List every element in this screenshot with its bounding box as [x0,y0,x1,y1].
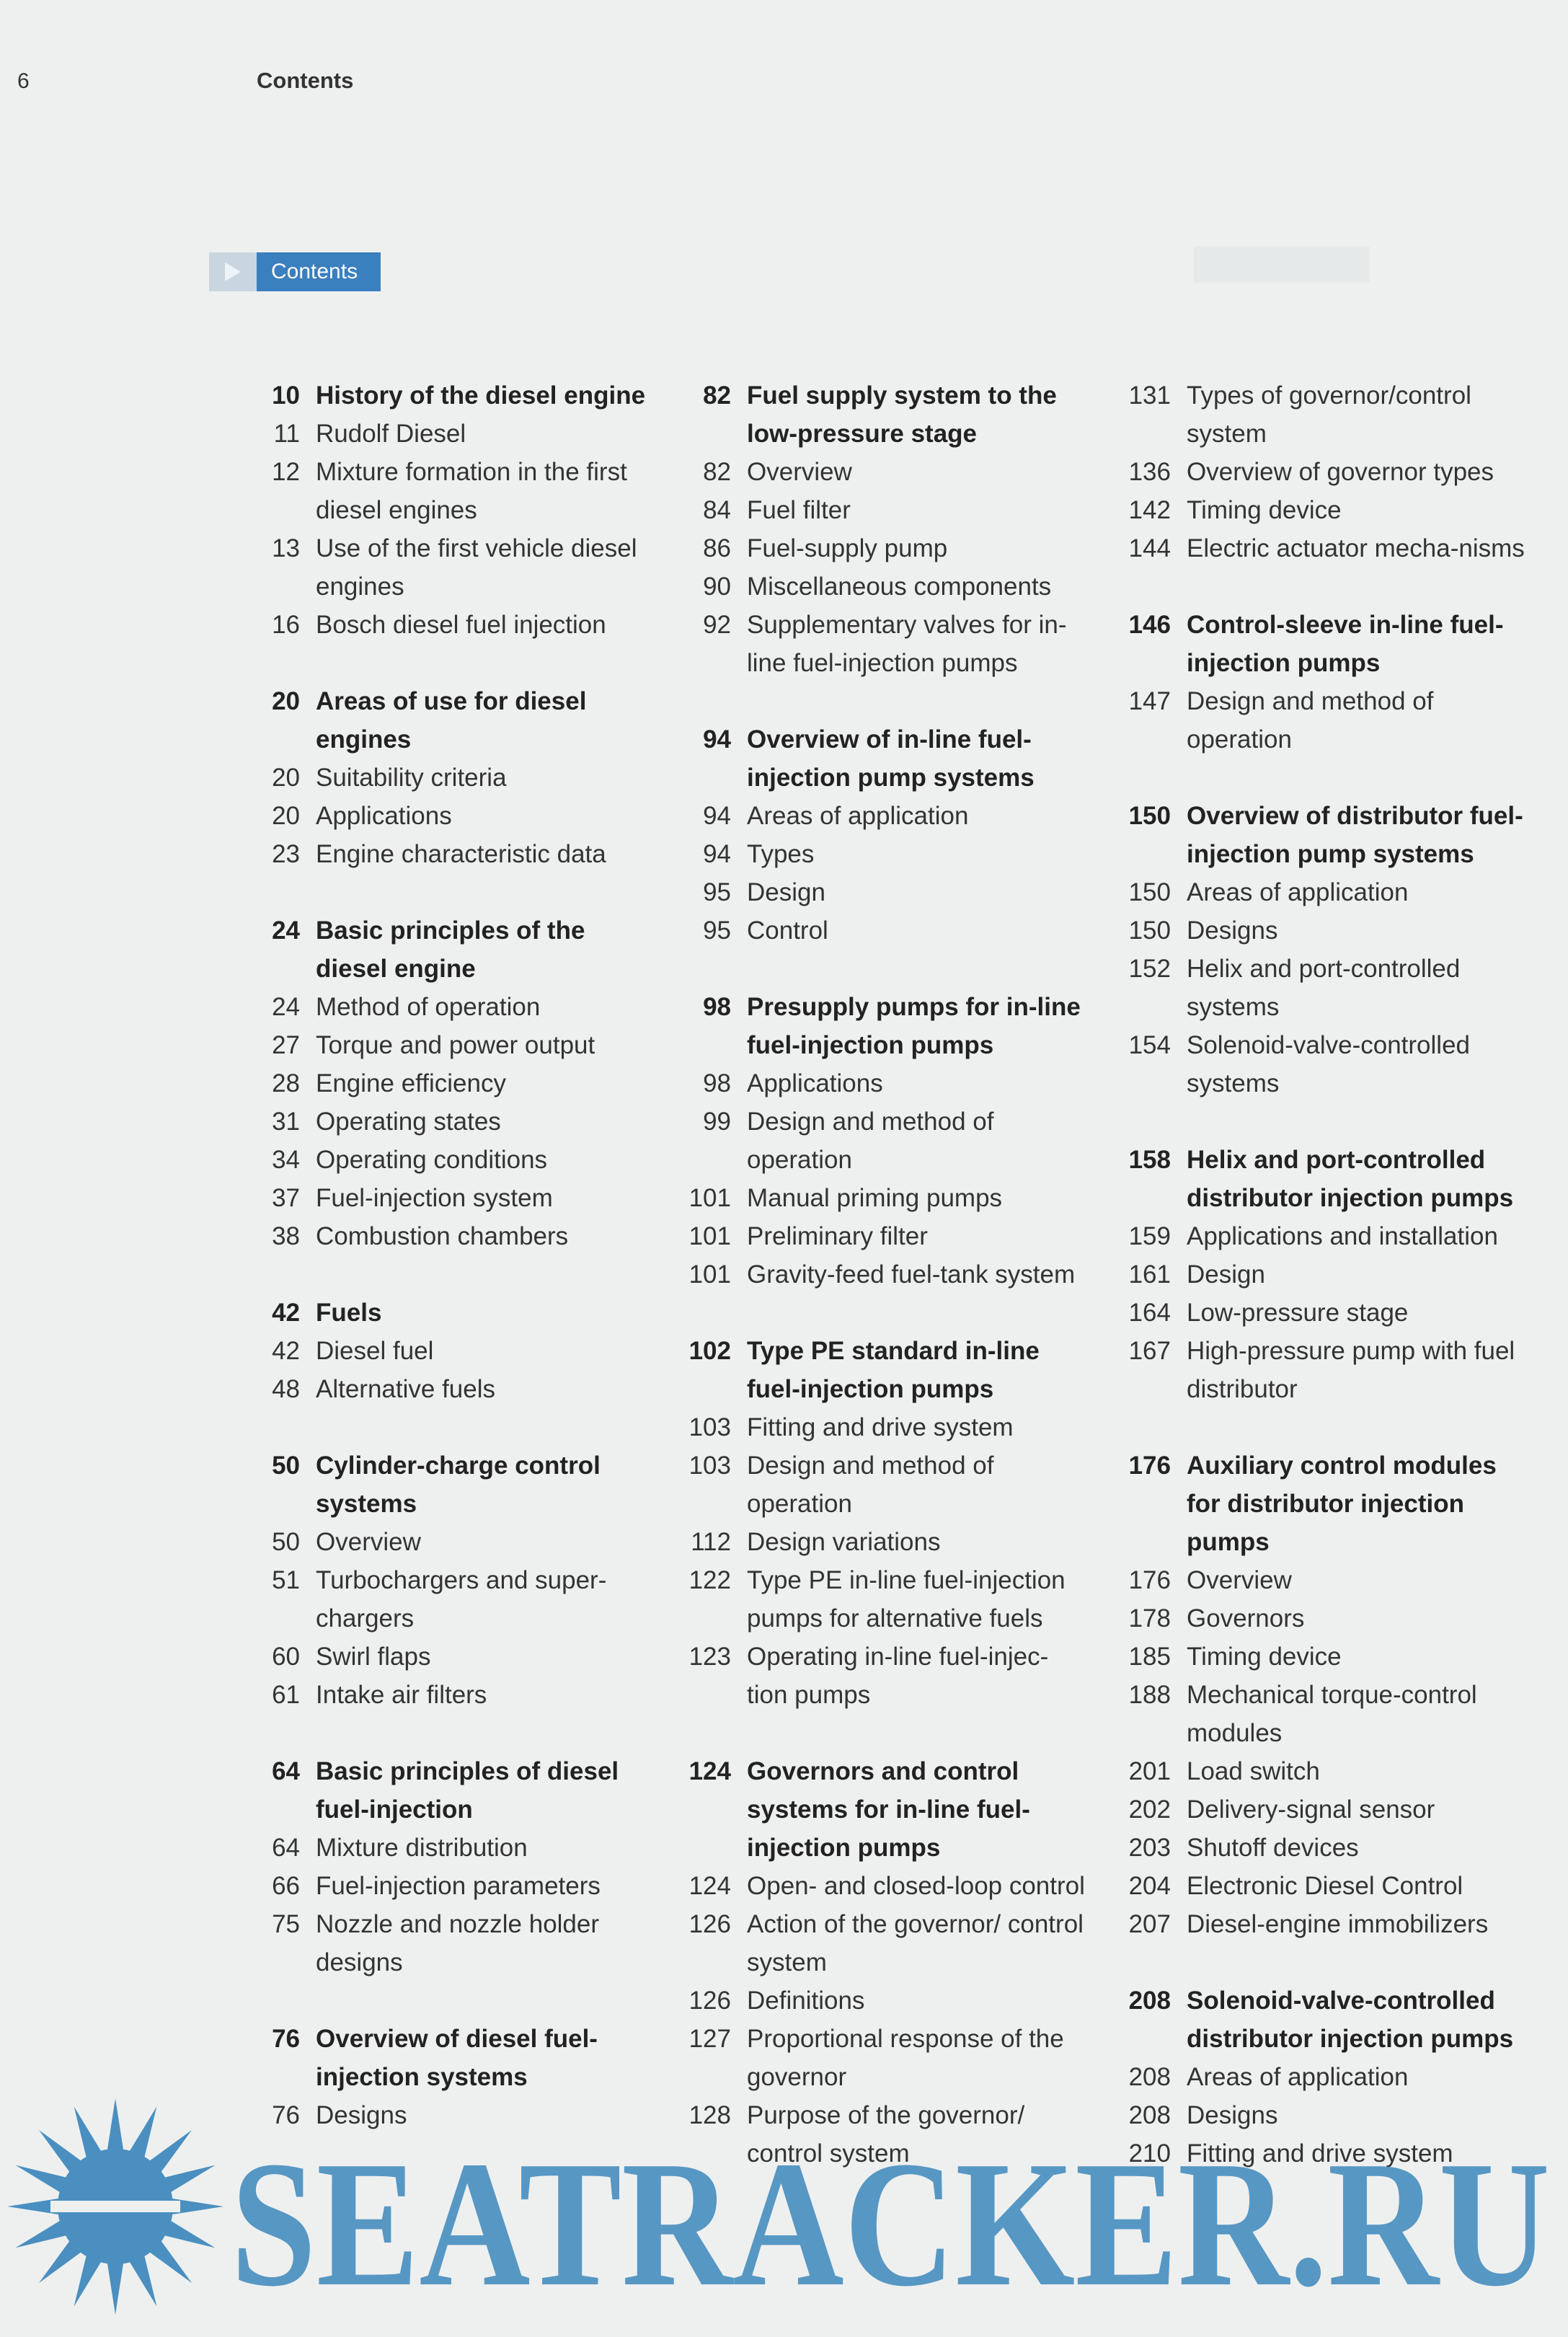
toc-page-number: 13 [272,534,300,562]
toc-title: Applications [316,802,452,830]
toc-subentry [682,529,1086,567]
toc-page-number: 94 [703,725,731,754]
toc-page-number: 48 [272,1375,300,1403]
toc-title: Solenoid-valve-controlled distributor injection pumps [1187,1987,1514,2053]
toc-subentry [1120,2096,1528,2134]
toc-page-number: 90 [703,573,731,601]
toc-page-number: 154 [1128,1031,1171,1059]
toc-page-number: 144 [1128,534,1171,562]
toc-page-number: 37 [272,1184,300,1212]
toc-title: Timing device [1187,496,1342,524]
toc-title: Operating conditions [316,1146,548,1174]
toc-section [1120,606,1528,759]
toc-page-number: 101 [688,1260,731,1289]
toc-subentry [1120,950,1528,1026]
toc-subentry [682,911,1086,950]
toc-chapter-entry [257,1294,660,1332]
toc-title: Mixture distribution [316,1834,528,1862]
toc-title: Diesel fuel [316,1337,434,1365]
toc-title: Designs [316,2101,407,2129]
toc-page-number: 185 [1128,1643,1171,1671]
toc-title: Timing device [1187,1643,1342,1671]
toc-page-number: 82 [703,458,731,486]
toc-title: Definitions [747,1987,865,2015]
toc-page-number: 128 [688,2101,731,2129]
toc-page-number: 12 [272,458,300,486]
toc-title: Rudolf Diesel [316,420,466,448]
toc-title: Governors [1187,1604,1305,1633]
toc-subentry [682,1064,1086,1103]
toc-subentry [1120,376,1528,453]
toc-page-number: 131 [1128,381,1171,410]
toc-page-number: 42 [272,1299,300,1327]
toc-subentry [1120,1790,1528,1829]
toc-section [682,988,1086,1294]
watermark-text: SEATRACKER.RU [231,2124,1550,2324]
toc-column-3 [1120,376,1528,2211]
toc-subentry [257,1370,660,1408]
toc-page-number: 11 [273,420,300,448]
toc-title: Areas of application [1187,2063,1409,2091]
toc-title: Overview of diesel fuel-injection systems [316,2025,598,2091]
toc-page-number: 188 [1128,1681,1171,1709]
toc-title: Manual priming pumps [747,1184,1003,1212]
toc-page-number: 66 [272,1872,300,1900]
toc-title: Governors and control systems for in-line fuel-injection pumps [747,1757,1030,1862]
toc-page-number: 202 [1128,1795,1171,1824]
toc-title: Operating states [316,1108,501,1136]
toc-chapter-entry [257,1446,660,1523]
toc-page-number: 92 [703,611,731,639]
toc-title: Alternative fuels [316,1375,496,1403]
toc-subentry [1120,1561,1528,1599]
toc-title: Intake air filters [316,1681,487,1709]
toc-title: Auxiliary control modules for distributor injection pumps [1187,1452,1497,1556]
toc-page-number: 10 [272,381,300,410]
toc-subentry [682,1217,1086,1255]
toc-section [1120,797,1528,1103]
toc-title: Delivery-signal sensor [1187,1795,1435,1824]
toc-subentry [1120,1026,1528,1103]
toc-page-number: 123 [688,1643,731,1671]
toc-section [1120,1446,1528,1943]
toc-page-number: 24 [272,916,300,945]
toc-title: Turbochargers and super-chargers [316,1566,607,1633]
toc-page-number: 76 [272,2025,300,2053]
toc-subentry [1120,1332,1528,1408]
toc-title: Helix and port-controlled distributor injection pumps [1187,1146,1514,1212]
toc-subentry [1120,1599,1528,1638]
toc-page-number: 146 [1128,611,1171,639]
toc-title: Areas of application [747,802,969,830]
toc-section [257,911,660,1255]
toc-subentry [257,1332,660,1370]
toc-subentry [257,1064,660,1103]
toc-page-number: 127 [688,2025,731,2053]
toc-chapter-entry [682,1332,1086,1408]
running-head: Contents [257,68,354,93]
toc-page-number: 82 [703,381,731,410]
toc-section [257,1294,660,1408]
toc-title: Operating in-line fuel-injec-tion pumps [747,1643,1049,1709]
toc-title: Overview of in-line fuel-injection pump systems [747,725,1035,792]
toc-chapter-entry [682,720,1086,797]
toc-chapter-entry [682,376,1086,453]
toc-title: Mixture formation in the first diesel engines [316,458,627,524]
toc-chapter-entry [257,376,660,415]
toc-subentry [1120,1829,1528,1867]
toc-subentry [1120,1638,1528,1676]
toc-title: Areas of use for diesel engines [316,687,587,754]
toc-page-number: 95 [703,916,731,945]
toc-subentry [682,1867,1086,1905]
toc-page-number: 152 [1128,955,1171,983]
toc-subentry [257,1026,660,1064]
toc-title: Control-sleeve in-line fuel-injection pumps [1187,611,1504,677]
toc-title: Fuels [316,1299,382,1327]
toc-subentry [682,1103,1086,1179]
toc-title: Fitting and drive system [747,1413,1014,1441]
toc-subentry [257,1829,660,1867]
toc-chapter-entry [257,1752,660,1829]
toc-title: Helix and port-controlled systems [1187,955,1461,1021]
toc-subentry [257,1217,660,1255]
toc-page-number: 147 [1128,687,1171,715]
toc-page-number: 207 [1128,1910,1171,1938]
toc-subentry [257,797,660,835]
page-number: 6 [17,69,30,93]
toc-title: Design variations [747,1528,941,1556]
toc-subentry [682,1905,1086,1982]
toc-subentry [1120,1676,1528,1752]
toc-subentry [682,453,1086,491]
toc-title: Electronic Diesel Control [1187,1872,1463,1900]
toc-title: Miscellaneous components [747,573,1052,601]
toc-title: Applications [747,1069,883,1097]
toc-title: Types of governor/control system [1187,381,1471,448]
toc-section [682,1332,1086,1714]
toc-title: Applications and installation [1187,1222,1498,1250]
toc-page-number: 102 [688,1337,731,1365]
toc-title: Gravity-feed fuel-tank system [747,1260,1076,1289]
toc-subentry [1120,1905,1528,1943]
toc-subentry [257,1676,660,1714]
toc-title: Engine characteristic data [316,840,606,868]
toc-chapter-entry [1120,606,1528,682]
toc-page-number: 136 [1128,458,1171,486]
toc-subentry [257,453,660,529]
toc-page-number: 124 [688,1757,731,1785]
toc-title: Design and method of operation [747,1108,994,1174]
toc-title: Type PE in-line fuel-injection pumps for alternative fuels [747,1566,1066,1633]
toc-chapter-entry [682,988,1086,1064]
toc-page-number: 24 [272,993,300,1021]
toc-page-number: 42 [272,1337,300,1365]
toc-page-number: 161 [1128,1260,1171,1289]
toc-chapter-entry [257,682,660,759]
toc-section [257,1752,660,1982]
toc-subentry [257,1561,660,1638]
toc-subentry [1120,529,1528,567]
toc-title: Low-pressure stage [1187,1299,1409,1327]
toc-subentry [1120,1752,1528,1790]
toc-section [257,1446,660,1714]
toc-page-number: 31 [272,1108,300,1136]
toc-subentry [257,1179,660,1217]
toc-title: Open- and closed-loop control [747,1872,1085,1900]
toc-page-number: 60 [272,1643,300,1671]
toc-page-number: 64 [272,1757,300,1785]
toc-subentry [1120,453,1528,491]
toc-subentry [682,1982,1086,2020]
toc-page-number: 142 [1128,496,1171,524]
toc-page-number: 99 [703,1108,731,1136]
toc-title: Cylinder-charge control systems [316,1452,601,1518]
toc-page-number: 176 [1128,1566,1171,1594]
contents-tab [209,252,381,291]
toc-subentry [257,2096,660,2134]
toc-page-number: 112 [691,1528,731,1556]
toc-subentry [257,1103,660,1141]
toc-title: Fuel-injection system [316,1184,553,1212]
toc-title: Design and method of operation [747,1452,994,1518]
toc-title: Bosch diesel fuel injection [316,611,606,639]
toc-title: Overview of distributor fuel-injection pump systems [1187,802,1523,868]
toc-section [682,376,1086,682]
toc-subentry [1120,491,1528,529]
toc-subentry [257,835,660,873]
toc-subentry [682,567,1086,606]
toc-page-number: 158 [1128,1146,1171,1174]
toc-page-number: 61 [272,1681,300,1709]
toc-page-number: 164 [1128,1299,1171,1327]
toc-column-1 [257,376,660,2173]
toc-page-number: 95 [703,878,731,906]
toc-title: History of the diesel engine [316,381,646,410]
toc-section [1120,1982,1528,2173]
toc-subentry [682,1408,1086,1446]
toc-page-number: 86 [703,534,731,562]
toc-page-number: 103 [688,1452,731,1480]
toc-title: Fuel filter [747,496,851,524]
toc-subentry [682,1638,1086,1714]
toc-title: Nozzle and nozzle holder designs [316,1910,600,1976]
toc-page-number: 20 [272,764,300,792]
toc-title: Combustion chambers [316,1222,569,1250]
toc-subentry [1120,911,1528,950]
toc-page-number: 84 [703,496,731,524]
toc-page-number: 64 [272,1834,300,1862]
toc-page-number: 126 [688,1987,731,2015]
toc-chapter-entry [1120,1141,1528,1217]
toc-title: Engine efficiency [316,1069,506,1097]
toc-subentry [1120,1255,1528,1294]
toc-title: Designs [1187,2101,1278,2129]
toc-subentry [682,1179,1086,1217]
toc-title: Fuel supply system to the low-pressure stage [747,381,1057,448]
toc-page-number: 103 [688,1413,731,1441]
toc-page-number: 150 [1128,878,1171,906]
toc-page-number: 159 [1128,1222,1171,1250]
toc-page-number: 50 [272,1528,300,1556]
toc-title: Overview of governor types [1187,458,1494,486]
toc-subentry [257,1867,660,1905]
toc-title: Swirl flaps [316,1643,431,1671]
toc-title: Electric actuator mecha-nisms [1187,534,1525,562]
toc-chapter-entry [1120,1446,1528,1561]
toc-subentry [257,529,660,606]
toc-subentry [682,1446,1086,1523]
toc-page-number: 101 [688,1184,731,1212]
toc-title: Mechanical torque-control modules [1187,1681,1477,1747]
toc-subentry [682,797,1086,835]
toc-page-number: 51 [272,1566,300,1594]
toc-title: Fuel-supply pump [747,534,948,562]
toc-page-number: 38 [272,1222,300,1250]
toc-subentry [1120,682,1528,759]
toc-title: Use of the first vehicle diesel engines [316,534,637,601]
toc-subentry [682,491,1086,529]
toc-page-number: 203 [1128,1834,1171,1862]
toc-title: Load switch [1187,1757,1320,1785]
toc-page-number: 167 [1128,1337,1171,1365]
toc-subentry [257,1523,660,1561]
toc-page-number: 94 [703,840,731,868]
toc-title: Supplementary valves for in-line fuel-injection pumps [747,611,1067,677]
toc-subentry [1120,1217,1528,1255]
toc-title: Basic principles of diesel fuel-injection [316,1757,619,1824]
toc-title: Designs [1187,916,1278,945]
toc-subentry [257,759,660,797]
play-arrow-icon [209,252,257,291]
toc-subentry [682,1523,1086,1561]
toc-section [257,376,660,644]
toc-page-number: 75 [272,1910,300,1938]
toc-page-number: 50 [272,1452,300,1480]
toc-title: Design [747,878,825,906]
toc-page-number: 124 [688,1872,731,1900]
toc-title: Fuel-injection parameters [316,1872,601,1900]
toc-page-number: 208 [1128,1987,1171,2015]
toc-page-number: 34 [272,1146,300,1174]
toc-subentry [257,988,660,1026]
toc-title: Shutoff devices [1187,1834,1359,1862]
toc-title: Purpose of the governor/ control system [747,2101,1025,2168]
toc-page-number: 150 [1128,802,1171,830]
toc-section [682,1752,1086,2173]
toc-page-number: 176 [1128,1452,1171,1480]
toc-page-number: 20 [272,687,300,715]
toc-page-number: 27 [272,1031,300,1059]
toc-page-number: 201 [1128,1757,1171,1785]
toc-subentry [257,415,660,453]
toc-section [257,2020,660,2134]
toc-column-2 [682,376,1086,2211]
toc-title: Fitting and drive system [1187,2139,1453,2168]
toc-page-number: 23 [272,840,300,868]
contents-tab-label: Contents [257,252,381,291]
toc-title: High-pressure pump with fuel distributor [1187,1337,1515,1403]
toc-subentry [257,1905,660,1982]
faint-label-box [1194,247,1370,283]
toc-title: Design [1187,1260,1265,1289]
toc-page-number: 178 [1128,1604,1171,1633]
toc-subentry [1120,2058,1528,2096]
toc-subentry [682,873,1086,911]
toc-title: Basic principles of the diesel engine [316,916,585,983]
toc-title: Type PE standard in-line fuel-injection pumps [747,1337,1040,1403]
toc-page-number: 150 [1128,916,1171,945]
toc-title: Types [747,840,815,868]
toc-subentry [682,1561,1086,1638]
toc-title: Method of operation [316,993,541,1021]
toc-chapter-entry [1120,797,1528,873]
toc-chapter-entry [682,1752,1086,1867]
toc-section [1120,376,1528,567]
toc-page-number: 16 [272,611,300,639]
toc-title: Torque and power output [316,1031,595,1059]
toc-title: Overview [1187,1566,1292,1594]
toc-subentry [1120,873,1528,911]
toc-subentry [257,1141,660,1179]
toc-chapter-entry [1120,1982,1528,2058]
toc-section [682,720,1086,950]
toc-title: Proportional response of the governor [747,2025,1064,2091]
toc-page-number: 94 [703,802,731,830]
toc-title: Overview [747,458,852,486]
toc-subentry [682,835,1086,873]
toc-subentry [682,1255,1086,1294]
toc-title: Areas of application [1187,878,1409,906]
toc-page-number: 208 [1128,2101,1171,2129]
toc-page-number: 204 [1128,1872,1171,1900]
toc-subentry [1120,2134,1528,2173]
toc-page-number: 210 [1128,2139,1171,2168]
toc-subentry [1120,1867,1528,1905]
toc-title: Solenoid-valve-controlled systems [1187,1031,1470,1097]
toc-title: Preliminary filter [747,1222,928,1250]
toc-title: Suitability criteria [316,764,507,792]
toc-chapter-entry [257,2020,660,2096]
toc-page-number: 208 [1128,2063,1171,2091]
sun-logo-icon [7,2098,223,2315]
toc-title: Design and method of operation [1187,687,1434,754]
toc-subentry [257,606,660,644]
toc-page-number: 28 [272,1069,300,1097]
toc-subentry [1120,1294,1528,1332]
toc-page-number: 20 [272,802,300,830]
toc-subentry [682,606,1086,682]
toc-section [1120,1141,1528,1408]
toc-page-number: 98 [703,993,731,1021]
toc-chapter-entry [257,911,660,988]
toc-title: Control [747,916,828,945]
toc-page-number: 76 [272,2101,300,2129]
toc-subentry [257,1638,660,1676]
toc-title: Action of the governor/ control system [747,1910,1084,1976]
toc-title: Overview [316,1528,421,1556]
toc-section [257,682,660,873]
toc-subentry [682,2020,1086,2096]
toc-page-number: 126 [688,1910,731,1938]
toc-title: Presupply pumps for in-line fuel-injection pumps [747,993,1081,1059]
toc-page-number: 101 [688,1222,731,1250]
toc-title: Diesel-engine immobilizers [1187,1910,1489,1938]
toc-page-number: 122 [688,1566,731,1594]
toc-page-number: 98 [703,1069,731,1097]
toc-subentry [682,2096,1086,2173]
